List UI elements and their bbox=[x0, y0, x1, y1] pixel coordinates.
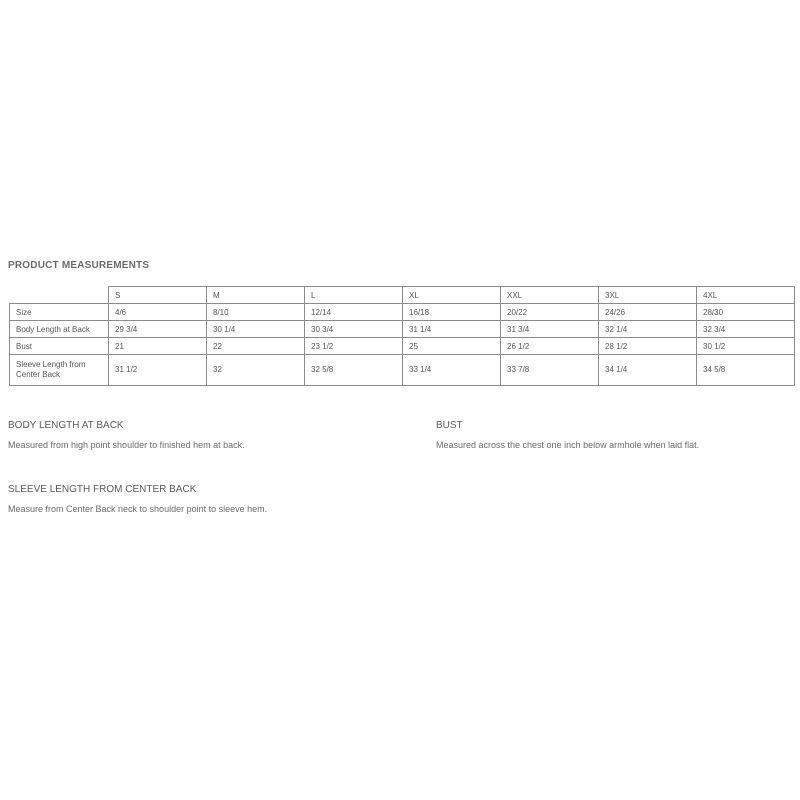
table-cell: 32 1/4 bbox=[599, 321, 697, 338]
table-cell: 33 1/4 bbox=[403, 355, 501, 386]
table-row bbox=[10, 304, 795, 321]
table-cell: 28/30 bbox=[697, 304, 795, 321]
table-cell: 34 5/8 bbox=[697, 355, 795, 386]
size-header-xl: XL bbox=[403, 287, 501, 304]
table-cell: 12/14 bbox=[305, 304, 403, 321]
row-label-size: Size bbox=[10, 304, 109, 321]
table-cell: 22 bbox=[207, 338, 305, 355]
size-header-s: S bbox=[109, 287, 207, 304]
table-header-row bbox=[10, 287, 795, 304]
row-label-sleeve-length bbox=[10, 355, 109, 386]
size-header-l: L bbox=[305, 287, 403, 304]
table-corner-cell bbox=[10, 287, 109, 304]
row-label-body-length: Body Length at Back bbox=[10, 321, 109, 338]
table-cell: 20/22 bbox=[501, 304, 599, 321]
table-cell: 16/18 bbox=[403, 304, 501, 321]
table-cell: 31 3/4 bbox=[501, 321, 599, 338]
size-header-xxl: XXL bbox=[501, 287, 599, 304]
sleeve-length-description: Measure from Center Back neck to shoulder point to sleeve hem. bbox=[8, 504, 268, 514]
table-cell: 24/26 bbox=[599, 304, 697, 321]
row-label-line-1: Sleeve Length from bbox=[16, 360, 86, 369]
size-header-4xl: 4XL bbox=[697, 287, 795, 304]
table-cell: 25 bbox=[403, 338, 501, 355]
size-header-3xl: 3XL bbox=[599, 287, 697, 304]
table-cell: 31 1/2 bbox=[109, 355, 207, 386]
table-cell: 32 5/8 bbox=[305, 355, 403, 386]
row-label-line-2: Center Back bbox=[16, 370, 61, 379]
body-length-description: Measured from high point shoulder to finished hem at back. bbox=[8, 440, 245, 450]
bust-heading: BUST bbox=[436, 420, 463, 431]
table-cell: 21 bbox=[109, 338, 207, 355]
table-cell: 32 3/4 bbox=[697, 321, 795, 338]
table-cell: 33 7/8 bbox=[501, 355, 599, 386]
body-length-heading: BODY LENGTH AT BACK bbox=[8, 420, 124, 431]
table-row bbox=[10, 321, 795, 338]
table-cell: 8/10 bbox=[207, 304, 305, 321]
table-cell: 29 3/4 bbox=[109, 321, 207, 338]
table-cell: 4/6 bbox=[109, 304, 207, 321]
table-cell: 30 3/4 bbox=[305, 321, 403, 338]
page-title: PRODUCT MEASUREMENTS bbox=[8, 260, 150, 271]
table-cell: 30 1/2 bbox=[697, 338, 795, 355]
table-cell: 30 1/4 bbox=[207, 321, 305, 338]
table-cell: 26 1/2 bbox=[501, 338, 599, 355]
bust-description: Measured across the chest one inch below armhole when laid flat. bbox=[436, 440, 700, 450]
table-cell: 28 1/2 bbox=[599, 338, 697, 355]
row-label-bust: Bust bbox=[10, 338, 109, 355]
table-cell: 34 1/4 bbox=[599, 355, 697, 386]
size-header-m: M bbox=[207, 287, 305, 304]
table-row bbox=[10, 338, 795, 355]
measurements-table bbox=[9, 286, 795, 386]
table-row bbox=[10, 355, 795, 386]
sleeve-length-heading: SLEEVE LENGTH FROM CENTER BACK bbox=[8, 484, 197, 495]
table-cell: 23 1/2 bbox=[305, 338, 403, 355]
table-cell: 32 bbox=[207, 355, 305, 386]
table-cell: 31 1/4 bbox=[403, 321, 501, 338]
